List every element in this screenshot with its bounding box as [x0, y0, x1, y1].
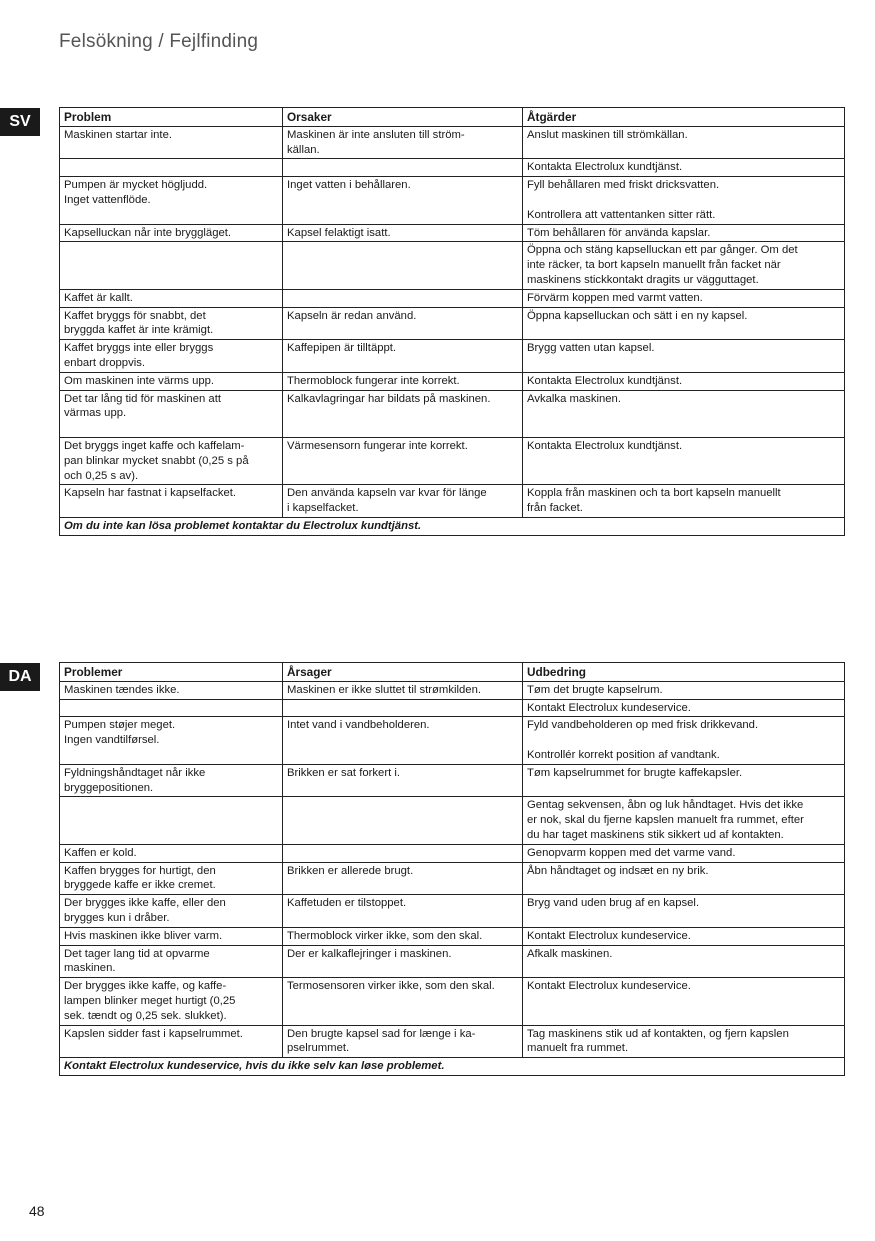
problem-cell [60, 927, 283, 945]
cell-text: Maskinen startar inte. [64, 128, 172, 141]
cell-text: Thermoblock virker ikke, som den skal. [287, 929, 483, 942]
remedy-cell [523, 340, 845, 373]
cell-text: Pumpen är mycket högljudd. [64, 179, 208, 192]
remedy-cell [523, 372, 845, 390]
remedy-cell [523, 699, 845, 717]
problem-cell [60, 177, 283, 224]
cell-text: lampen blinker meget hurtigt (0,25 [64, 994, 236, 1007]
cause-cell [283, 862, 523, 895]
problem-cell [60, 485, 283, 518]
problem-cell [60, 372, 283, 390]
troubleshooting-table-da [59, 662, 845, 1076]
remedy-cell [523, 927, 845, 945]
cause-cell [283, 844, 523, 862]
cell-text: Brygg vatten utan kapsel. [527, 342, 655, 355]
remedy-cell [523, 764, 845, 797]
cell-text: Det bryggs inget kaffe och kaffelam- [64, 439, 245, 452]
cell-text: Kapselluckan når inte bryggläget. [64, 226, 232, 239]
remedy-cell [523, 862, 845, 895]
cell-text: Pumpen støjer meget. [64, 719, 176, 732]
problem-cell [60, 390, 283, 437]
remedy-cell [523, 485, 845, 518]
cell-text: Maskinen tændes ikke. [64, 683, 180, 696]
cause-cell [283, 437, 523, 484]
problem-cell [60, 862, 283, 895]
cell-text: värmas upp. [64, 407, 127, 420]
table-row [60, 437, 845, 484]
cause-cell [283, 242, 523, 289]
cell-text: Kaffet är kallt. [64, 291, 133, 304]
cause-cell [283, 699, 523, 717]
cell-text: enbart droppvis. [64, 356, 146, 369]
table-row [60, 895, 845, 928]
cause-cell [283, 289, 523, 307]
cell-text: källan. [287, 143, 320, 156]
cell-text: Genopvarm koppen med det varme vand. [527, 846, 736, 859]
cell-text: Tøm det brugte kapselrum. [527, 683, 663, 696]
cell-text: maskinens stickkontakt dragits ur vägguttaget. [527, 273, 759, 286]
cause-cell [283, 945, 523, 978]
cell-text [527, 193, 840, 208]
page-title: Felsökning / Fejlfinding [59, 31, 259, 52]
cell-text: Brikken er allerede brugt. [287, 864, 414, 877]
table-row [60, 862, 845, 895]
cell-text: Fyld vandbeholderen op med frisk drikkevand. [527, 719, 759, 732]
remedy-cell [523, 945, 845, 978]
remedy-cell [523, 844, 845, 862]
cell-text: Ingen vandtilførsel. [64, 734, 160, 747]
cell-text: Det tar lång tid för maskinen att [64, 392, 221, 405]
cell-text: Fyll behållaren med friskt dricksvatten. [527, 179, 720, 192]
cell-text: Afkalk maskinen. [527, 947, 613, 960]
remedy-cell [523, 437, 845, 484]
cell-text: Töm behållaren för använda kapslar. [527, 226, 711, 239]
table-row [60, 159, 845, 177]
cell-text: Termosensoren virker ikke, som den skal. [287, 980, 495, 993]
problem-cell [60, 978, 283, 1025]
remedy-cell [523, 390, 845, 437]
problem-cell [60, 242, 283, 289]
cell-text: och 0,25 s av). [64, 469, 139, 482]
cell-text: Värmesensorn fungerar inte korrekt. [287, 439, 468, 452]
cell-text: Öppna och stäng kapselluckan ett par gånger. Om det [527, 244, 798, 257]
cell-text: Bryg vand uden brug af en kapsel. [527, 897, 700, 910]
cell-text: Kapsel felaktigt isatt. [287, 226, 391, 239]
cell-text: du har taget maskinens stik sikkert ud af kontakten. [527, 828, 784, 841]
cause-cell [283, 159, 523, 177]
cause-cell [283, 764, 523, 797]
cause-cell [283, 372, 523, 390]
table-row [60, 945, 845, 978]
cause-cell [283, 681, 523, 699]
cell-text: Kontakta Electrolux kundtjänst. [527, 374, 683, 387]
cell-text: Kapslen sidder fast i kapselrummet. [64, 1027, 243, 1040]
problem-cell [60, 717, 283, 764]
page-number: 48 [29, 1203, 45, 1219]
cell-text: Der brygges ikke kaffe, eller den [64, 897, 226, 910]
cause-cell [283, 126, 523, 159]
table-row [60, 372, 845, 390]
cell-text: Fyldningshåndtaget når ikke [64, 766, 206, 779]
table-footer-row [60, 517, 845, 535]
cell-text: Kontrollera att vattentanken sitter rätt. [527, 208, 716, 221]
remedy-cell [523, 224, 845, 242]
cell-text: Maskinen er ikke sluttet til strømkilden. [287, 683, 481, 696]
problem-cell [60, 126, 283, 159]
cell-text: sek. tændt og 0,25 sek. slukket). [64, 1009, 227, 1022]
cell-text: bryggepositionen. [64, 781, 154, 794]
cell-text: Öppna kapselluckan och sätt i en ny kapsel. [527, 309, 748, 322]
cell-text: Intet vand i vandbeholderen. [287, 719, 430, 732]
remedy-cell [523, 126, 845, 159]
language-tab-sv: SV [0, 108, 40, 136]
remedy-cell [523, 895, 845, 928]
cell-text: Kalkavlagringar har bildats på maskinen. [287, 392, 491, 405]
cell-text: Kontakta Electrolux kundtjänst. [527, 161, 683, 174]
table-row [60, 797, 845, 844]
cell-text: maskinen. [64, 962, 116, 975]
cell-text: Der brygges ikke kaffe, og kaffe- [64, 980, 227, 993]
cell-text: Kontakt Electrolux kundeservice. [527, 929, 691, 942]
problem-cell [60, 681, 283, 699]
cell-text: Kapseln är redan använd. [287, 309, 417, 322]
cell-text: Hvis maskinen ikke bliver varm. [64, 929, 223, 942]
cause-cell [283, 177, 523, 224]
cell-text: Koppla från maskinen och ta bort kapseln manuellt [527, 487, 781, 500]
cell-text: Förvärm koppen med varmt vatten. [527, 291, 703, 304]
cell-text: Der er kalkaflejringer i maskinen. [287, 947, 452, 960]
cell-text: Kontrollér korrekt position af vandtank. [527, 748, 720, 761]
cell-text: Inget vattenflöde. [64, 193, 151, 206]
problem-cell [60, 437, 283, 484]
cause-cell [283, 927, 523, 945]
cell-text: Åbn håndtaget og indsæt en ny brik. [527, 864, 709, 877]
table-row [60, 307, 845, 340]
contact-note: Kontakt Electrolux kundeservice, hvis du ikke selv kan løse problemet. [60, 1058, 845, 1076]
cell-text: Kaffepipen är tilltäppt. [287, 342, 397, 355]
problem-cell [60, 844, 283, 862]
column-header-cause: Årsager [283, 663, 523, 682]
problem-cell [60, 764, 283, 797]
problem-cell [60, 307, 283, 340]
cell-text: i kapselfacket. [287, 502, 359, 515]
table-row [60, 485, 845, 518]
cell-text: Kapseln har fastnat i kapselfacket. [64, 487, 237, 500]
table-row [60, 1025, 845, 1058]
cell-text: manuelt fra rummet. [527, 1042, 629, 1055]
table-row [60, 699, 845, 717]
cell-text: Gentag sekvensen, åbn og luk håndtaget. Hvis det ikke [527, 799, 804, 812]
cell-text: Kaffet bryggs inte eller bryggs [64, 342, 214, 355]
remedy-cell [523, 307, 845, 340]
cause-cell [283, 340, 523, 373]
troubleshooting-table-sv [59, 107, 845, 536]
cell-text: Kontakt Electrolux kundeservice. [527, 701, 691, 714]
contact-note: Om du inte kan lösa problemet kontaktar du Electrolux kundtjänst. [60, 517, 845, 535]
table-row [60, 681, 845, 699]
table-row [60, 978, 845, 1025]
cell-text: Inget vatten i behållaren. [287, 179, 411, 192]
cause-cell [283, 307, 523, 340]
problem-cell [60, 699, 283, 717]
problem-cell [60, 945, 283, 978]
cell-text: inte räcker, ta bort kapseln manuellt från facket när [527, 259, 781, 272]
remedy-cell [523, 1025, 845, 1058]
remedy-cell [523, 978, 845, 1025]
remedy-cell [523, 242, 845, 289]
cell-text: Brikken er sat forkert i. [287, 766, 401, 779]
table-footer-row [60, 1058, 845, 1076]
column-header-remedy: Åtgärder [523, 108, 845, 127]
problem-cell [60, 1025, 283, 1058]
cell-text: pselrummet. [287, 1042, 350, 1055]
cell-text: Den brugte kapsel sad for længe i ka- [287, 1027, 476, 1040]
language-tab-da: DA [0, 663, 40, 691]
cell-text: Kaffet bryggs för snabbt, det [64, 309, 206, 322]
cell-text: Kaffetuden er tilstoppet. [287, 897, 407, 910]
table-row [60, 289, 845, 307]
cause-cell [283, 978, 523, 1025]
problem-cell [60, 340, 283, 373]
cell-text: er nok, skal du fjerne kapslen manuelt fra rummet, efter [527, 814, 804, 827]
remedy-cell [523, 177, 845, 224]
cell-text: Om maskinen inte värms upp. [64, 374, 215, 387]
table-row [60, 717, 845, 764]
cell-text: Anslut maskinen till strömkällan. [527, 128, 688, 141]
table-row [60, 390, 845, 437]
cell-text: Thermoblock fungerar inte korrekt. [287, 374, 460, 387]
cell-text: Kaffen brygges for hurtigt, den [64, 864, 216, 877]
table-row [60, 177, 845, 224]
remedy-cell [523, 717, 845, 764]
remedy-cell [523, 159, 845, 177]
problem-cell [60, 289, 283, 307]
table-header-row [60, 108, 845, 127]
remedy-cell [523, 797, 845, 844]
cell-text: Tøm kapselrummet for brugte kaffekapsler. [527, 766, 743, 779]
problem-cell [60, 797, 283, 844]
column-header-cause: Orsaker [283, 108, 523, 127]
remedy-cell [523, 681, 845, 699]
table-row [60, 764, 845, 797]
cause-cell [283, 797, 523, 844]
cell-text: Kontakt Electrolux kundeservice. [527, 980, 691, 993]
cell-text: Den använda kapseln var kvar för länge [287, 487, 487, 500]
problem-cell [60, 224, 283, 242]
table-row [60, 340, 845, 373]
column-header-problem: Problemer [60, 663, 283, 682]
cell-text: pan blinkar mycket snabbt (0,25 s på [64, 454, 249, 467]
cell-text: Kontakta Electrolux kundtjänst. [527, 439, 683, 452]
remedy-cell [523, 289, 845, 307]
cell-text: Kaffen er kold. [64, 846, 137, 859]
cause-cell [283, 485, 523, 518]
cell-text: Avkalka maskinen. [527, 392, 621, 405]
cause-cell [283, 895, 523, 928]
table-row [60, 126, 845, 159]
cell-text: brygges kun i dråber. [64, 911, 170, 924]
cell-text: Maskinen är inte ansluten till ström- [287, 128, 465, 141]
problem-cell [60, 895, 283, 928]
cell-text: Det tager lang tid at opvarme [64, 947, 210, 960]
table-header-row [60, 663, 845, 682]
cause-cell [283, 1025, 523, 1058]
problem-cell [60, 159, 283, 177]
table-row [60, 844, 845, 862]
column-header-remedy: Udbedring [523, 663, 845, 682]
cause-cell [283, 390, 523, 437]
cell-text: bryggda kaffet är inte krämigt. [64, 324, 214, 337]
cell-text: från facket. [527, 502, 583, 515]
cause-cell [283, 717, 523, 764]
cell-text [527, 733, 840, 748]
table-row [60, 242, 845, 289]
table-row [60, 927, 845, 945]
column-header-problem: Problem [60, 108, 283, 127]
cell-text: bryggede kaffe er ikke cremet. [64, 879, 216, 892]
cell-text: Tag maskinens stik ud af kontakten, og fjern kapslen [527, 1027, 789, 1040]
table-row [60, 224, 845, 242]
cause-cell [283, 224, 523, 242]
